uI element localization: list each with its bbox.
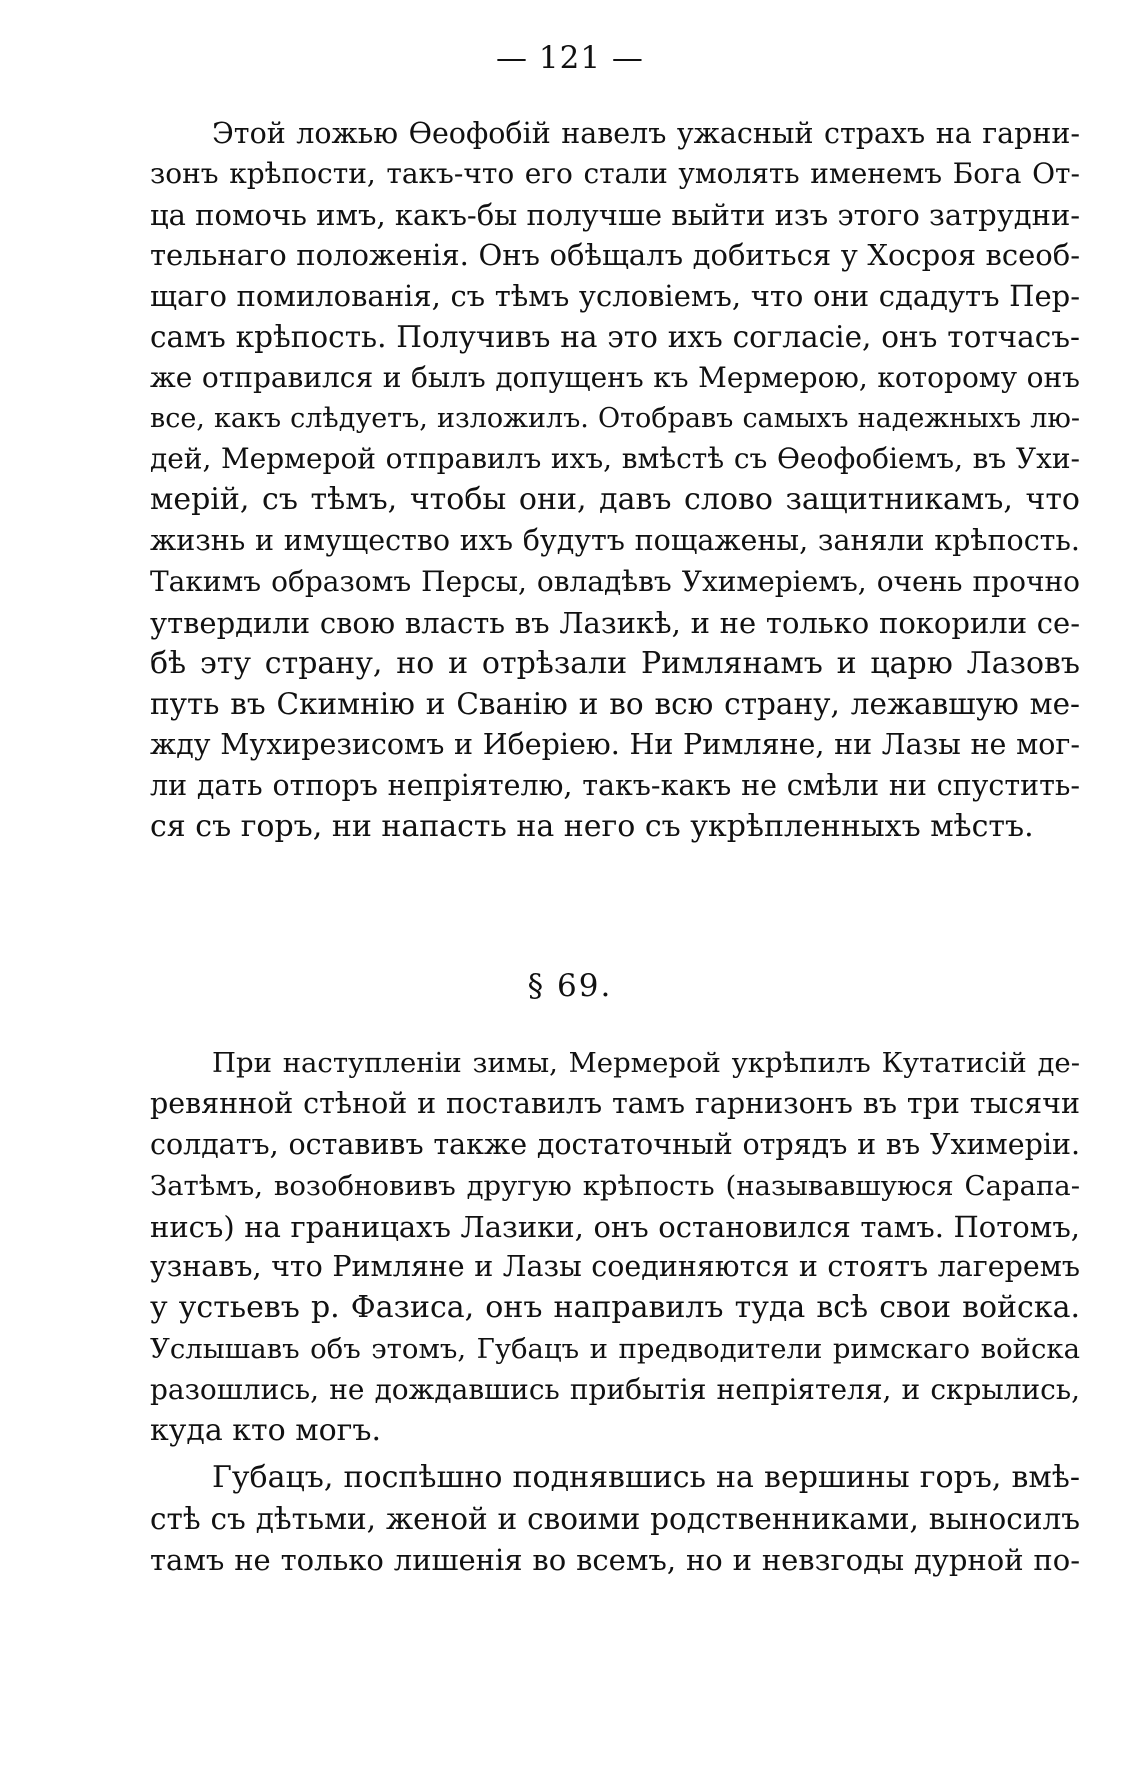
text-line: Услышавъ объ этомъ, Губацъ и предводители римскаго войска: [150, 1333, 1080, 1365]
text-line: Этой ложью Ѳеофобій навелъ ужасный страхъ на гарни-: [212, 117, 1080, 150]
text-line: тельнаго положенія. Онъ обѣщалъ добиться у Хосроя всеоб-: [150, 238, 1080, 272]
text-line: При наступленіи зимы, Мермерой укрѣпилъ Кутатисій де-: [212, 1047, 1080, 1079]
text-line: куда кто могъ.: [150, 1413, 381, 1448]
text-line: узнавъ, что Римляне и Лазы соединяются и стоятъ лагеремъ: [150, 1250, 1080, 1283]
text-line: ца помочь имъ, какъ-бы получше выйти изъ этого затрудни-: [150, 198, 1081, 232]
text-line: жду Мухирезисомъ и Иберіею. Ни Римляне, ни Лазы не мог-: [150, 728, 1080, 761]
page-number: — 121 —: [496, 40, 644, 76]
section-heading: § 69.: [527, 968, 613, 1004]
text-line: самъ крѣпость. Получивъ на это ихъ согласіе, онъ тотчасъ-: [150, 320, 1080, 354]
text-line: тамъ не только лишенія во всемъ, но и невзгоды дурной по-: [150, 1543, 1080, 1577]
text-line: утвердили свою власть въ Лазикѣ, и не только покорили се-: [150, 606, 1080, 640]
text-line: солдатъ, оставивъ также достаточный отрядъ и въ Ухимеріи.: [150, 1128, 1080, 1161]
text-line: ся съ горъ, ни напасть на него съ укрѣпленныхъ мѣстъ.: [150, 809, 1034, 844]
text-line: дей, Мермерой отправилъ ихъ, вмѣстѣ съ Ѳеофобіемъ, въ Ухи-: [150, 442, 1080, 475]
text-line: стѣ съ дѣтьми, женой и своими родственниками, выносилъ: [150, 1502, 1080, 1536]
text-line: Такимъ образомъ Персы, овладѣвъ Ухимеріемъ, очень прочно: [150, 565, 1080, 598]
text-line: бѣ эту страну, но и отрѣзали Римлянамъ и царю Лазовъ: [150, 646, 1080, 681]
text-line: Губацъ, поспѣшно поднявшись на вершины горъ, вмѣ-: [212, 1460, 1080, 1495]
text-line: Затѣмъ, возобновивъ другую крѣпость (называвшуюся Сарапа-: [150, 1170, 1080, 1202]
text-line: щаго помилованія, съ тѣмъ условіемъ, что они сдадутъ Пер-: [150, 279, 1080, 313]
text-line: нисъ) на границахъ Лазики, онъ остановился тамъ. Потомъ,: [150, 1210, 1080, 1244]
text-line: ли дать отпоръ непріятелю, такъ-какъ не смѣли ни спустить-: [150, 769, 1080, 802]
text-line: мерій, съ тѣмъ, чтобы они, давъ слово защитникамъ, что: [150, 482, 1080, 517]
text-line: разошлись, не дождавшись прибытія непріятеля, и скрылись,: [150, 1373, 1080, 1406]
text-line: все, какъ слѣдуетъ, изложилъ. Отобравъ самыхъ надежныхъ лю-: [150, 403, 1080, 434]
text-line: зонъ крѣпости, такъ-что его стали умолять именемъ Бога От-: [150, 157, 1080, 190]
text-line: жизнь и имущество ихъ будутъ пощажены, заняли крѣпость.: [150, 524, 1080, 557]
text-line: путь въ Скимнію и Сванію и во всю страну, лежавшую ме-: [150, 687, 1080, 721]
text-line: ревянной стѣной и поставилъ тамъ гарнизонъ въ три тысячи: [150, 1087, 1080, 1120]
text-line: же отправился и былъ допущенъ къ Мермерою, которому онъ: [150, 361, 1080, 394]
text-line: у устьевъ р. Фазиса, онъ направилъ туда всѣ свои войска.: [150, 1290, 1080, 1325]
